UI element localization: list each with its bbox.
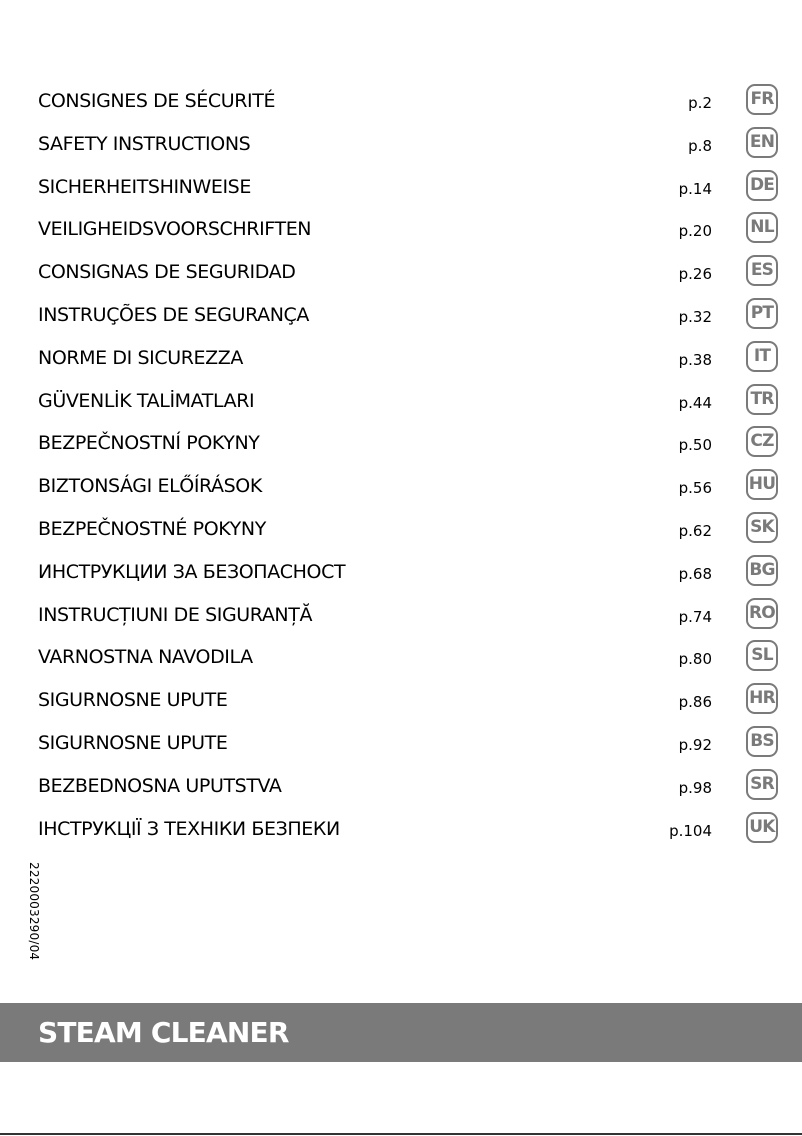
toc-page-number: p.38 [678, 350, 712, 369]
product-band [0, 1003, 802, 1062]
toc-entry-ro [0, 593, 802, 636]
toc-entry-tr [0, 379, 802, 422]
toc-title: SAFETY INSTRUCTIONS [38, 132, 251, 155]
toc-entry-de [0, 165, 802, 208]
toc-title: NORME DI SICUREZZA [38, 346, 243, 369]
language-badge: NL [746, 212, 778, 243]
toc-title: SIGURNOSNE UPUTE [38, 731, 228, 754]
bottom-rule [0, 1133, 802, 1135]
toc-entry-sl [0, 635, 802, 678]
toc-entry-hu [0, 464, 802, 507]
toc-entry-sr [0, 764, 802, 807]
toc-entry-it [0, 336, 802, 379]
language-badge: PT [746, 298, 778, 329]
toc-page-number: p.14 [678, 179, 712, 198]
toc-title: INSTRUÇÕES DE SEGURANÇA [38, 303, 309, 326]
language-badge: HU [746, 469, 778, 500]
toc-page-number: p.50 [678, 436, 712, 455]
language-badge: ES [746, 255, 778, 286]
language-badge: SR [746, 769, 778, 800]
toc-page-number: p.8 [688, 136, 712, 155]
toc-entry-en [0, 122, 802, 165]
toc-page-number: p.2 [688, 94, 712, 112]
toc-entry-nl [0, 207, 802, 250]
language-badge: BG [746, 555, 778, 586]
product-name: STEAM CLEANER [38, 1016, 289, 1049]
toc-title: ІНСТРУКЦІЇ З ТЕХНІКИ БЕЗПЕКИ [38, 817, 340, 840]
toc-title: BIZTONSÁGI ELŐÍRÁSOK [38, 475, 262, 498]
toc-title: INSTRUCȚIUNI DE SIGURANȚĂ [38, 603, 313, 626]
toc-entry-cz [0, 421, 802, 464]
language-badge: CZ [746, 426, 778, 457]
language-badge: RO [746, 598, 778, 629]
toc-page-number: p.74 [678, 607, 712, 626]
toc-title: BEZBEDNOSNA UPUTSTVA [38, 774, 282, 797]
toc-title: CONSIGNAS DE SEGURIDAD [38, 261, 296, 284]
toc-page-number: p.20 [678, 222, 712, 241]
toc-page-number: p.92 [678, 735, 712, 754]
table-of-contents [0, 79, 802, 849]
toc-page-number: p.68 [678, 564, 712, 583]
language-badge: DE [746, 170, 778, 201]
toc-entry-bs [0, 721, 802, 764]
toc-page-number: p.86 [678, 693, 712, 712]
toc-title: CONSIGNES DE SÉCURITÉ [38, 90, 276, 112]
toc-title: GÜVENLİK TALİMATLARI [38, 389, 255, 412]
language-badge: SL [746, 640, 778, 671]
toc-page-number: p.104 [669, 821, 712, 840]
document-code: 2220003290/04 [27, 862, 41, 961]
toc-page-number: p.80 [678, 650, 712, 669]
toc-title: SIGURNOSNE UPUTE [38, 689, 228, 712]
language-badge: BS [746, 726, 778, 757]
toc-title: BEZPEČNOSTNÉ POKYNY [38, 517, 266, 540]
toc-page-number: p.32 [678, 307, 712, 326]
toc-title: ИНСТРУКЦИИ ЗА БЕЗОПАСНОСТ [38, 560, 346, 583]
toc-entry-fr [0, 79, 802, 122]
language-badge: FR [746, 84, 778, 115]
toc-page-number: p.98 [678, 778, 712, 797]
toc-entry-pt [0, 293, 802, 336]
toc-title: SICHERHEITSHINWEISE [38, 175, 251, 198]
language-badge: EN [746, 127, 778, 158]
language-badge: SK [746, 512, 778, 543]
language-badge: IT [746, 341, 778, 372]
language-badge: UK [746, 812, 778, 843]
toc-entry-hr [0, 678, 802, 721]
toc-title: VARNOSTNA NAVODILA [38, 646, 253, 669]
toc-page-number: p.44 [678, 393, 712, 412]
toc-title: BEZPEČNOSTNÍ POKYNY [38, 432, 260, 455]
toc-entry-bg [0, 550, 802, 593]
language-badge: HR [746, 683, 778, 714]
toc-page-number: p.26 [678, 265, 712, 284]
toc-entry-uk [0, 807, 802, 850]
language-badge: TR [746, 384, 778, 415]
toc-entry-es [0, 250, 802, 293]
toc-entry-sk [0, 507, 802, 550]
toc-title: VEILIGHEIDSVOORSCHRIFTEN [38, 218, 312, 241]
toc-page-number: p.62 [678, 521, 712, 540]
toc-page-number: p.56 [678, 479, 712, 498]
